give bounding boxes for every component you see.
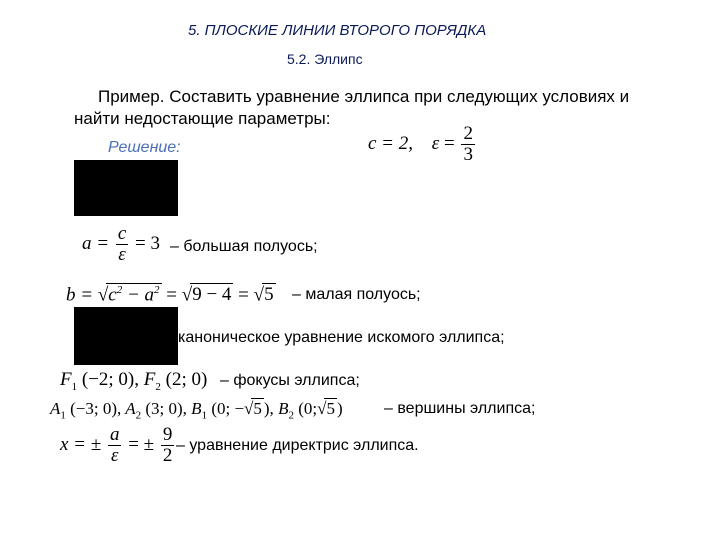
semi-minor-label: – малая полуось; [292, 286, 421, 303]
vertices-formula: $A_1$ (−3; 0), $A_2$ (3; 0), $B_1$ (0; −√5 ), $B_2$ (0;√5 ) [50, 399, 343, 422]
problem-label: Пример. [98, 87, 165, 106]
condition-eps: ε = $\frac{2}{3}$ [431, 123, 473, 165]
eps-symbol: ε [431, 132, 440, 154]
directrices-formula: x = ± $\frac{a}{\varepsilon}$ = ± $\frac{9}{2}$ [60, 424, 173, 466]
eps-denominator: 3 [463, 143, 473, 165]
solution-label: Решение: [108, 139, 181, 156]
semi-major-formula: a = $\frac{c}{\varepsilon}$ = 3 [82, 223, 160, 265]
vertices-label: – вершины эллипса; [384, 400, 536, 417]
semi-minor-formula: $b = √c^2 - a^2 = √9 - 4 = √5$ [66, 284, 274, 306]
problem-line-2: найти недостающие параметры: [74, 109, 331, 128]
slide-title: 5. ПЛОСКИЕ ЛИНИИ ВТОРОГО ПОРЯДКА [188, 22, 487, 39]
semi-major-label: – большая полуось; [170, 238, 318, 255]
foci-formula: $F_1$ (−2; 0), $F_2$ (2; 0) [60, 369, 208, 393]
directrices-label: – уравнение директрис эллипса. [176, 437, 419, 454]
condition-c: c = 2, [368, 132, 414, 154]
problem-line-1 [98, 87, 629, 107]
given-conditions [368, 124, 477, 165]
redacted-canonical-equation [74, 307, 178, 365]
canonical-label: каноническое уравнение искомого эллипса; [178, 329, 505, 346]
slide-subtitle: 5.2. Эллипс [287, 51, 363, 67]
problem-text-1: Составить уравнение эллипса при следующих условиях и [164, 87, 630, 106]
eps-numerator: 2 [463, 123, 473, 144]
redacted-formula-block [74, 160, 178, 216]
foci-label: – фокусы эллипса; [220, 372, 360, 389]
